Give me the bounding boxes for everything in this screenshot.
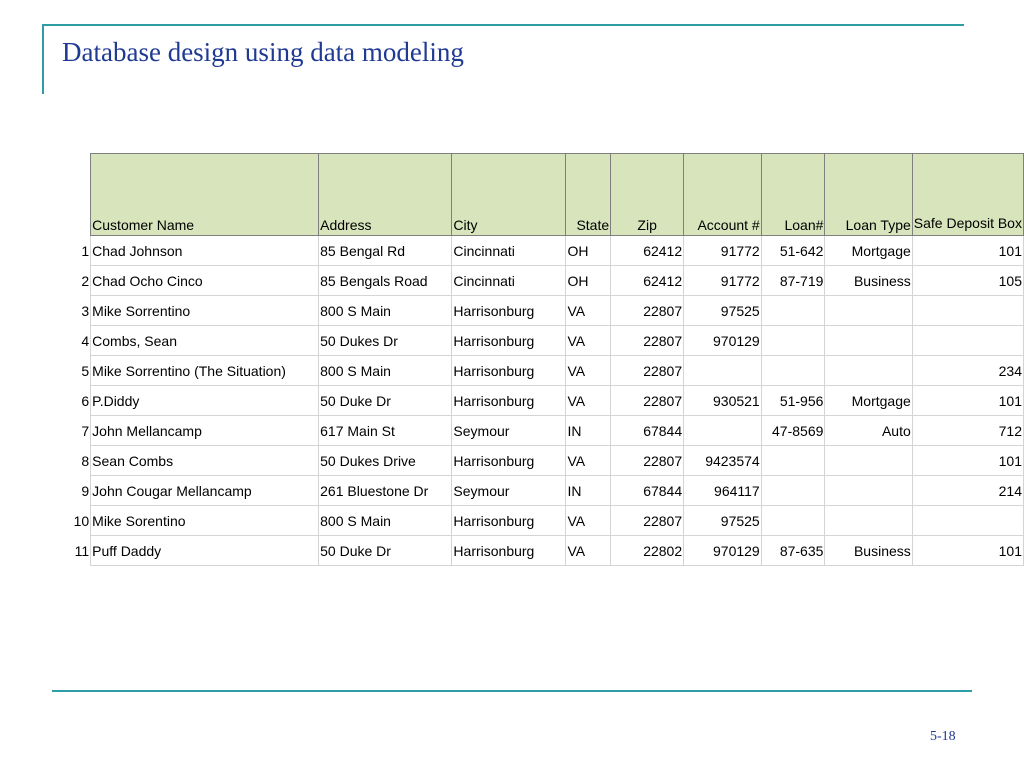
cell-address: 50 Dukes Drive [319,446,452,476]
cell-loan-type: Business [825,536,912,566]
cell-state: VA [566,296,611,326]
cell-loan: 47-8569 [761,416,825,446]
cell-city: Seymour [452,416,566,446]
cell-account: 970129 [684,536,762,566]
cell-loan [761,446,825,476]
cell-city: Harrisonburg [452,446,566,476]
header-safe-deposit-box: Safe Deposit Box [912,154,1023,236]
cell-city: Harrisonburg [452,506,566,536]
row-number: 6 [62,386,91,416]
cell-account [684,356,762,386]
cell-state: OH [566,236,611,266]
title-frame-top-rule [42,24,964,26]
cell-customer-name: Mike Sorrentino (The Situation) [91,356,319,386]
cell-safe-deposit-box: 712 [912,416,1023,446]
table-row [62,266,1024,296]
table-row [62,356,1024,386]
header-loan-type: Loan Type [825,154,912,236]
row-number: 5 [62,356,91,386]
cell-loan-type [825,356,912,386]
table-row [62,326,1024,356]
cell-state: VA [566,356,611,386]
cell-loan [761,326,825,356]
header-zip: Zip [611,154,684,236]
cell-city: Cincinnati [452,236,566,266]
cell-loan-type [825,476,912,506]
cell-customer-name: Chad Ocho Cinco [91,266,319,296]
cell-loan-type [825,296,912,326]
cell-account: 91772 [684,266,762,296]
cell-zip: 67844 [611,416,684,446]
cell-state: VA [566,446,611,476]
cell-safe-deposit-box [912,296,1023,326]
cell-customer-name: Puff Daddy [91,536,319,566]
table-row [62,476,1024,506]
header-state: State [566,154,611,236]
cell-address: 800 S Main [319,296,452,326]
footer-rule [52,690,972,692]
header-account: Account # [684,154,762,236]
cell-safe-deposit-box [912,506,1023,536]
cell-zip: 22802 [611,536,684,566]
cell-state: VA [566,536,611,566]
cell-address: 85 Bengal Rd [319,236,452,266]
cell-account [684,416,762,446]
cell-loan: 87-719 [761,266,825,296]
cell-safe-deposit-box: 234 [912,356,1023,386]
row-number: 4 [62,326,91,356]
cell-loan: 51-642 [761,236,825,266]
cell-city: Harrisonburg [452,296,566,326]
cell-loan [761,296,825,326]
row-number: 7 [62,416,91,446]
cell-account: 964117 [684,476,762,506]
cell-loan [761,356,825,386]
title-frame-left-rule [42,24,44,94]
cell-address: 800 S Main [319,506,452,536]
page-number: 5-18 [930,729,956,744]
row-number-header [62,154,91,236]
table-row [62,446,1024,476]
cell-zip: 22807 [611,356,684,386]
cell-customer-name: Sean Combs [91,446,319,476]
row-number: 1 [62,236,91,266]
cell-state: OH [566,266,611,296]
cell-city: Harrisonburg [452,536,566,566]
table-row [62,236,1024,266]
cell-zip: 62412 [611,236,684,266]
cell-customer-name: John Mellancamp [91,416,319,446]
header-loan: Loan# [761,154,825,236]
cell-city: Cincinnati [452,266,566,296]
row-number: 9 [62,476,91,506]
cell-city: Harrisonburg [452,356,566,386]
table-row [62,296,1024,326]
cell-safe-deposit-box [912,326,1023,356]
cell-state: VA [566,506,611,536]
cell-zip: 22807 [611,326,684,356]
cell-loan-type: Auto [825,416,912,446]
table-row [62,386,1024,416]
row-number: 11 [62,536,91,566]
cell-customer-name: Mike Sorentino [91,506,319,536]
cell-account: 97525 [684,506,762,536]
table-row [62,536,1024,566]
cell-safe-deposit-box: 101 [912,386,1023,416]
cell-address: 85 Bengals Road [319,266,452,296]
cell-loan-type: Mortgage [825,236,912,266]
row-number: 2 [62,266,91,296]
cell-address: 261 Bluestone Dr [319,476,452,506]
row-number: 10 [62,506,91,536]
header-city: City [452,154,566,236]
cell-city: Harrisonburg [452,386,566,416]
cell-account: 970129 [684,326,762,356]
cell-customer-name: Combs, Sean [91,326,319,356]
cell-safe-deposit-box: 101 [912,236,1023,266]
cell-customer-name: Mike Sorrentino [91,296,319,326]
cell-loan-type: Mortgage [825,386,912,416]
cell-zip: 22807 [611,386,684,416]
cell-account: 930521 [684,386,762,416]
cell-loan [761,476,825,506]
cell-loan-type [825,326,912,356]
cell-address: 50 Duke Dr [319,536,452,566]
cell-zip: 67844 [611,476,684,506]
row-number: 3 [62,296,91,326]
slide-title: Database design using data modeling [62,37,464,67]
cell-state: VA [566,386,611,416]
cell-account: 91772 [684,236,762,266]
cell-address: 50 Dukes Dr [319,326,452,356]
header-customer-name: Customer Name [91,154,319,236]
table-header-row [62,154,1024,236]
cell-account: 9423574 [684,446,762,476]
cell-loan-type [825,506,912,536]
header-address: Address [319,154,452,236]
cell-address: 800 S Main [319,356,452,386]
row-number: 8 [62,446,91,476]
cell-address: 50 Duke Dr [319,386,452,416]
cell-state: IN [566,416,611,446]
customer-data-table [62,153,1024,566]
cell-city: Seymour [452,476,566,506]
cell-safe-deposit-box: 105 [912,266,1023,296]
cell-loan: 87-635 [761,536,825,566]
table-row [62,416,1024,446]
cell-address: 617 Main St [319,416,452,446]
cell-zip: 22807 [611,296,684,326]
cell-safe-deposit-box: 101 [912,536,1023,566]
cell-customer-name: John Cougar Mellancamp [91,476,319,506]
table-row [62,506,1024,536]
cell-city: Harrisonburg [452,326,566,356]
cell-loan-type [825,446,912,476]
cell-loan: 51-956 [761,386,825,416]
cell-account: 97525 [684,296,762,326]
cell-zip: 62412 [611,266,684,296]
cell-zip: 22807 [611,506,684,536]
cell-safe-deposit-box: 101 [912,446,1023,476]
cell-loan [761,506,825,536]
cell-zip: 22807 [611,446,684,476]
cell-safe-deposit-box: 214 [912,476,1023,506]
cell-state: IN [566,476,611,506]
cell-customer-name: Chad Johnson [91,236,319,266]
cell-state: VA [566,326,611,356]
cell-customer-name: P.Diddy [91,386,319,416]
cell-loan-type: Business [825,266,912,296]
